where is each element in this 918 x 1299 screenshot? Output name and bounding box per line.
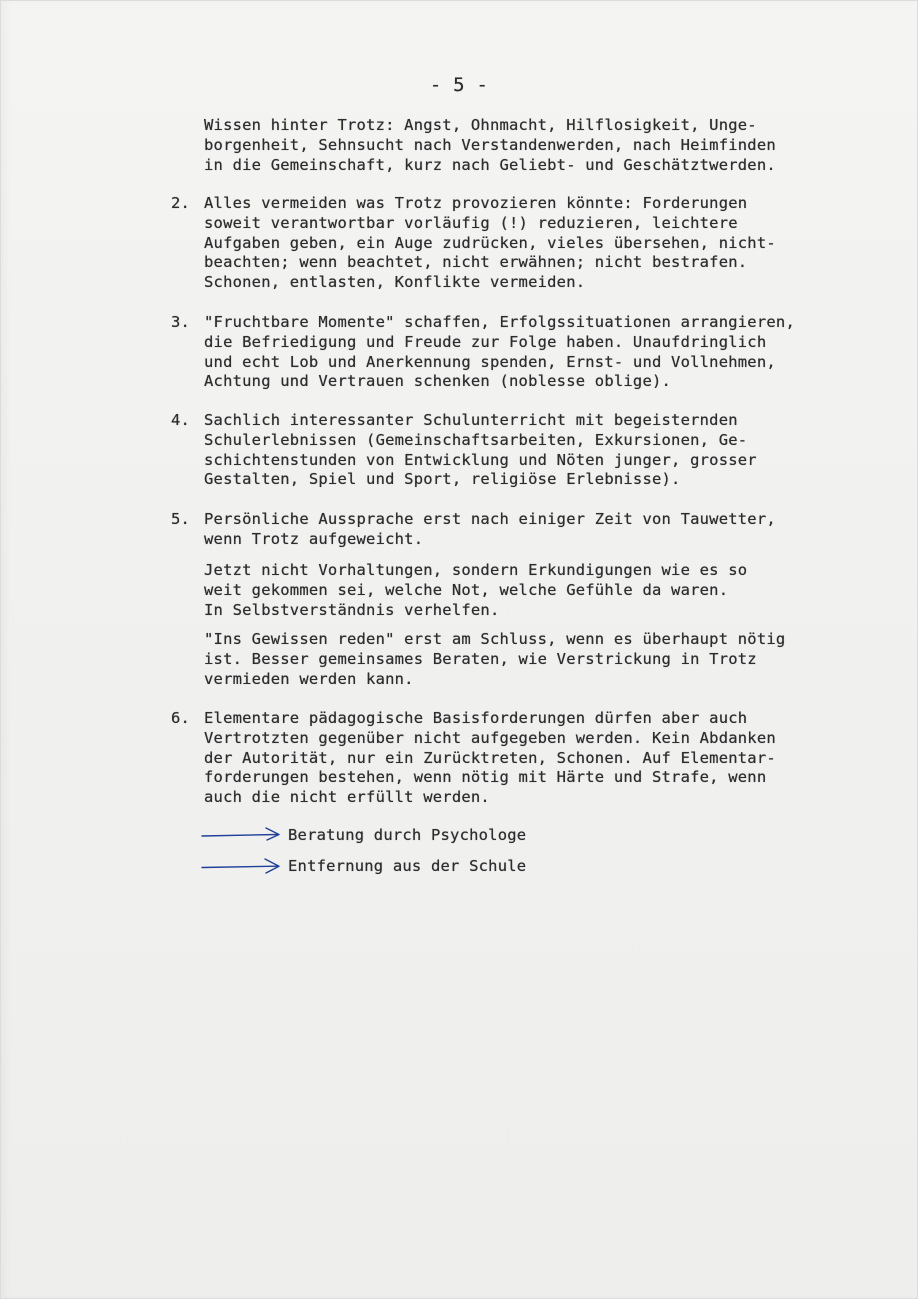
item-line: Elementare pädagogische Basisforderungen dürfen aber auch <box>204 709 748 727</box>
item-line: Schulerlebnissen (Gemeinschaftsarbeiten, Exkursionen, Ge- <box>204 430 748 449</box>
item-line: Schonen, entlasten, Konflikte vermeiden. <box>204 273 586 292</box>
item-line: weit gekommen sei, welche Not, welche Gefühle da waren. <box>204 580 729 599</box>
item-line: auch die nicht erfüllt werden. <box>204 788 490 807</box>
item-line: Aufgaben geben, ein Auge zudrücken, vieles übersehen, nicht- <box>204 233 776 252</box>
item-line: der Autorität, nur ein Zurücktreten, Schonen. Auf Elementar- <box>204 748 776 767</box>
page-number: - 5 - <box>429 74 489 96</box>
item-line: wenn Trotz aufgeweicht. <box>204 529 424 548</box>
item-line: forderungen bestehen, wenn nötig mit Härte und Strafe, wenn <box>204 768 767 787</box>
item-line: beachten; wenn beachtet, nicht erwähnen; nicht bestrafen. <box>204 253 748 272</box>
item-5-subparagraph <box>204 630 864 689</box>
item-line: Sachlich interessanter Schulunterricht mit begeisternden <box>204 411 738 429</box>
item-4-paragraph <box>204 411 864 490</box>
item-line: ist. Besser gemeinsames Beraten, wie Verstrickung in Trotz <box>204 649 757 668</box>
item-number: 5. <box>171 510 191 528</box>
intro-line: Wissen hinter Trotz: Angst, Ohnmacht, Hilflosigkeit, Unge- <box>204 116 757 134</box>
item-line: "Ins Gewissen reden" erst am Schluss, wenn es überhaupt nötig <box>204 630 786 648</box>
item-line: Alles vermeiden was Trotz provozieren könnte: Forderungen <box>204 194 748 212</box>
item-line: und echt Lob und Anerkennung spenden, Ernst- und Vollnehmen, <box>204 352 776 371</box>
item-number: 3. <box>171 313 191 331</box>
item-number: 2. <box>171 194 191 212</box>
item-number: 4. <box>171 411 191 429</box>
item-3-paragraph <box>204 313 864 392</box>
item-line: "Fruchtbare Momente" schaffen, Erfolgssituationen arrangieren, <box>204 313 795 331</box>
item-5-subparagraph <box>204 561 864 620</box>
intro-line: in die Gemeinschaft, kurz nach Geliebt- und Geschätztwerden. <box>204 155 776 174</box>
item-line: die Befriedigung und Freude zur Folge haben. Unaufdringlich <box>204 332 767 351</box>
item-line: Gestalten, Spiel und Sport, religiöse Erlebnisse). <box>204 470 681 489</box>
item-5-paragraph <box>204 510 864 550</box>
intro-line: borgenheit, Sehnsucht nach Verstandenwerden, nach Heimfinden <box>204 135 776 154</box>
item-line: In Selbstverständnis verhelfen. <box>204 600 500 619</box>
item-line: Jetzt nicht Vorhaltungen, sondern Erkundigungen wie es so <box>204 561 748 579</box>
item-line: soweit verantwortbar vorläufig (!) reduzieren, leichtere <box>204 213 738 232</box>
item-line: Vertrotzten gegenüber nicht aufgegeben werden. Kein Abdanken <box>204 728 776 747</box>
arrow-item-label: Entfernung aus der Schule <box>288 857 527 875</box>
item-number: 6. <box>171 709 191 727</box>
arrow-icon <box>200 824 290 846</box>
arrow-item-label: Beratung durch Psychologe <box>288 826 527 844</box>
item-line: Persönliche Aussprache erst nach einiger Zeit von Tauwetter, <box>204 510 776 528</box>
item-line: Achtung und Vertrauen schenken (noblesse oblige). <box>204 372 672 391</box>
item-line: schichtenstunden von Entwicklung und Nöten junger, grosser <box>204 450 757 469</box>
arrow-icon <box>200 855 290 877</box>
item-2-paragraph <box>204 194 864 293</box>
item-6-paragraph <box>204 709 864 808</box>
intro-paragraph <box>204 116 864 175</box>
item-line: vermieden werden kann. <box>204 669 414 688</box>
